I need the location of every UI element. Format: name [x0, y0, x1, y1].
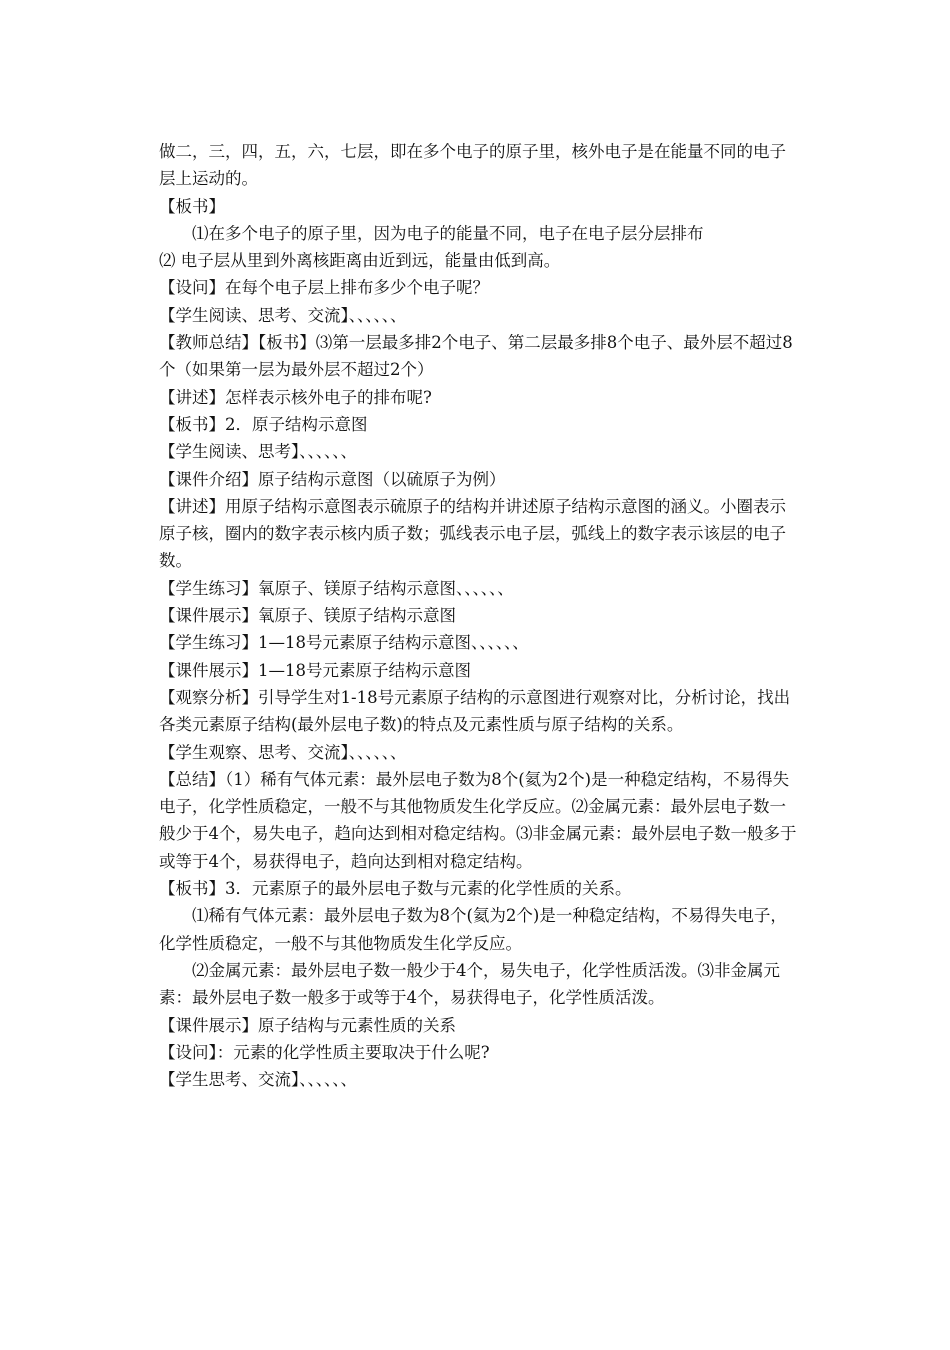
paragraph: ⑴稀有气体元素：最外层电子数为8个(氦为2个)是一种稳定结构，不易得失电子，化学性质稳定，一般不与其他物质发生化学反应。 — [159, 906, 787, 953]
paragraph: 【课件展示】氧原子、镁原子结构示意图 — [159, 606, 456, 626]
paragraph: 【课件展示】1—18号元素原子结构示意图 — [159, 660, 471, 680]
paragraph: ⑴在多个电子的原子里，因为电子的能量不同，电子在电子层分层排布 — [192, 223, 704, 243]
heading-board-note: 【板书】 — [159, 196, 225, 216]
paragraph: 【讲述】怎样表示核外电子的排布呢? — [159, 387, 432, 407]
paragraph: 【学生练习】氧原子、镁原子结构示意图、、、、、、 — [159, 578, 514, 598]
paragraph: 【课件介绍】原子结构示意图（以硫原子为例） — [159, 469, 506, 489]
paragraph: 【学生阅读、思考、交流】、、、、、、 — [159, 305, 407, 325]
paragraph: 【设问】在每个电子层上排布多少个电子呢？ — [159, 278, 489, 298]
paragraph: 【总结】（1）稀有气体元素：最外层电子数为8个(氦为2个)是一种稳定结构，不易得失电子，化学性质稳定，一般不与其他物质发生化学反应。⑵金属元素：最外层电子数一般少于4个，易失电子，趋向达到相对稳定结构。⑶非金属元素：最外层电子数一般多于或等于4个，易获得电子，趋向达到相对稳定结构。 — [159, 769, 797, 871]
paragraph: 【课件展示】原子结构与元素性质的关系 — [159, 1015, 456, 1035]
document-page — [159, 138, 799, 1093]
paragraph: 【设问】：元素的化学性质主要取决于什么呢? — [159, 1042, 490, 1062]
paragraph: 【学生阅读、思考】、、、、、、 — [159, 442, 357, 462]
paragraph: ⑵ 电子层从里到外离核距离由近到远，能量由低到高。 — [159, 251, 561, 271]
paragraph: 【板书】2．原子结构示意图 — [159, 414, 368, 434]
paragraph: 【教师总结】【板书】⑶第一层最多排2个电子、第二层最多排8个电子、最外层不超过8个（如果第一层为最外层不超过2个） — [159, 333, 793, 380]
paragraph: 做二，三，四，五，六，七层，即在多个电子的原子里，核外电子是在能量不同的电子层上运动的。 — [159, 142, 786, 189]
paragraph: 【学生观察、思考、交流】、、、、、、 — [159, 742, 407, 762]
paragraph: 【观察分析】引导学生对1-18号元素原子结构的示意图进行观察对比，分析讨论，找出各类元素原子结构(最外层电子数)的特点及元素性质与原子结构的关系。 — [159, 687, 791, 735]
paragraph: 【板书】3．元素原子的最外层电子数与元素的化学性质的关系。 — [159, 879, 632, 899]
paragraph: 【讲述】用原子结构示意图表示硫原子的结构并讲述原子结构示意图的涵义。小圈表示原子核，圈内的数字表示核内质子数；弧线表示电子层，弧线上的数字表示该层的电子数。 — [159, 496, 786, 571]
paragraph: ⑵金属元素：最外层电子数一般少于4个，易失电子，化学性质活泼。⑶非金属元素：最外层电子数一般多于或等于4个，易获得电子，化学性质活泼。 — [159, 960, 780, 1008]
paragraph: 【学生思考、交流】、、、、、、 — [159, 1070, 357, 1090]
paragraph: 【学生练习】1—18号元素原子结构示意图、、、、、、 — [159, 633, 529, 653]
